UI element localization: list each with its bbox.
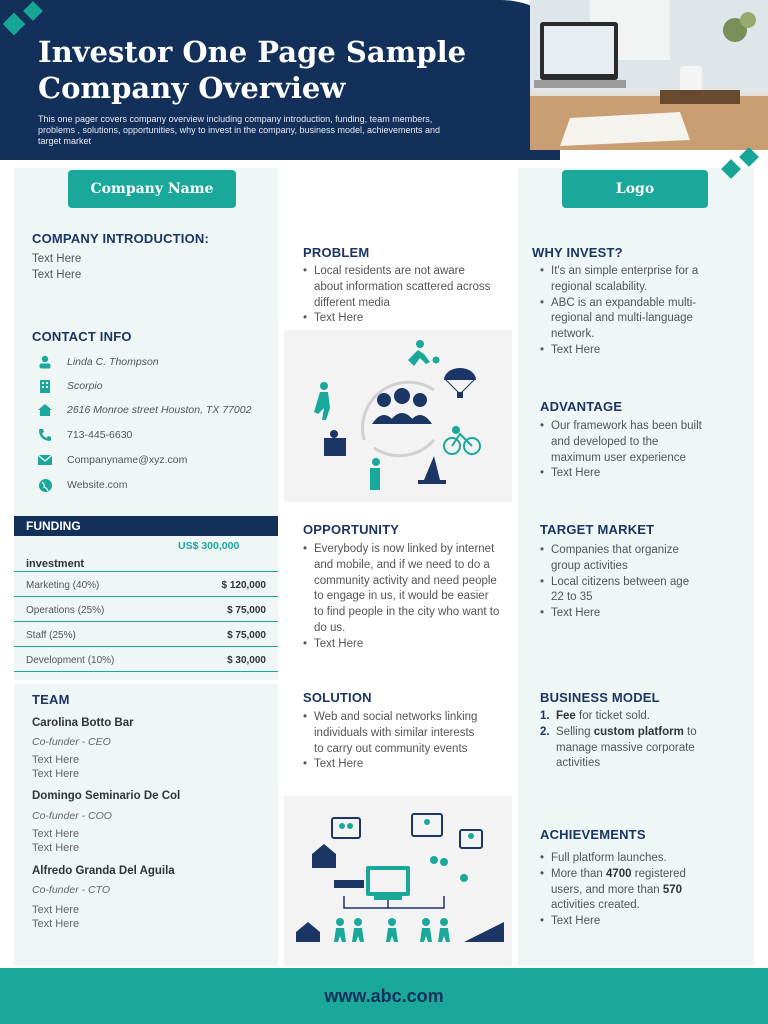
funding-row	[14, 648, 278, 672]
business-model-heading: BUSINESS MODEL	[540, 690, 660, 705]
advantage-list	[540, 419, 710, 482]
list-item: • Text Here	[303, 757, 483, 773]
problem-list	[303, 264, 493, 327]
achievements-heading: ACHIEVEMENTS	[540, 827, 646, 842]
emphasis: custom platform	[593, 725, 684, 738]
person-icon	[36, 354, 54, 370]
advantage-heading: ADVANTAGE	[540, 399, 623, 414]
list-item: • Text Here	[303, 311, 493, 327]
contact-label: Website.com	[67, 479, 128, 491]
list-item: • Companies that organize group activities	[540, 543, 700, 575]
list-item: • Text Here	[540, 466, 710, 482]
opportunity-list	[303, 542, 501, 653]
funding-row	[14, 623, 278, 647]
globe-icon	[36, 477, 54, 493]
team-text-line: Text Here	[32, 754, 80, 766]
header-photo	[530, 0, 768, 150]
contact-name	[36, 354, 159, 370]
list-item: • Text Here	[303, 637, 501, 653]
funding-row-value: $ 75,000	[227, 605, 266, 616]
footer-website-link[interactable]: www.abc.com	[324, 986, 444, 1006]
solution-list	[303, 710, 483, 773]
contact-phone	[36, 427, 132, 443]
list-item: • Everybody is now linked by internet and mobile, and if we need to do a community activity and need people to engage in us, it would be easier to find people in the city who want to do us.	[303, 542, 501, 637]
list-item	[540, 725, 710, 772]
middle-column	[284, 168, 512, 966]
list-item: • Text Here	[540, 343, 700, 359]
emphasis: 4700	[605, 867, 632, 880]
phone-icon	[36, 427, 54, 443]
community-illustration	[284, 330, 512, 502]
list-text: to manage massive corporate activities	[556, 725, 697, 770]
team-group-icon	[372, 388, 432, 424]
funding-row-label: Development (10%)	[26, 655, 115, 666]
list-number: 2.	[540, 725, 550, 738]
achievements-list	[540, 851, 710, 930]
contact-label: Scorpio	[67, 380, 103, 392]
emphasis: Fee	[556, 710, 576, 722]
contact-address	[36, 402, 251, 418]
team-member-role: Co-funder - COO	[32, 810, 112, 822]
problem-heading: PROBLEM	[303, 245, 370, 260]
funding-row	[14, 598, 278, 622]
funding-heading: FUNDING	[14, 516, 278, 536]
contact-label: 2616 Monroe street Houston, TX 77002	[67, 404, 252, 416]
list-text: for ticket sold.	[575, 710, 650, 722]
why-invest-heading: WHY INVEST?	[532, 245, 623, 260]
list-number: 1.	[540, 710, 550, 722]
email-icon	[36, 452, 54, 468]
funding-row-value: $ 30,000	[227, 655, 266, 666]
team-member-text	[32, 753, 79, 781]
contact-email	[36, 452, 187, 468]
investment-label: investment	[26, 558, 85, 570]
funding-total: US$ 300,000	[178, 540, 240, 552]
team-member-name: Carolina Botto Bar	[32, 717, 134, 729]
list-item: • Text Here	[540, 606, 700, 622]
target-market-list	[540, 543, 700, 622]
left-column	[14, 168, 278, 966]
list-text: Selling	[556, 725, 594, 738]
team-text-line: Text Here	[32, 768, 80, 780]
funding-row	[14, 573, 278, 597]
team-member-role: Co-funder - CEO	[32, 736, 111, 748]
company-name-badge: Company Name	[68, 170, 236, 208]
team-text-line: Text Here	[32, 842, 80, 854]
business-model-list	[540, 709, 710, 772]
team-member-text	[32, 903, 79, 931]
decor-diamond	[739, 147, 759, 167]
team-text-line: Text Here	[32, 904, 80, 916]
funding-row-label: Staff (25%)	[26, 630, 76, 641]
team-text-line: Text Here	[32, 918, 80, 930]
list-item: • Local citizens between age 22 to 35	[540, 575, 700, 607]
list-item: • Web and social networks linking individuals with similar interests to carry out community events	[303, 710, 483, 757]
list-text: registered users, and more than	[551, 867, 686, 896]
list-item: • Full platform launches.	[540, 851, 710, 867]
target-market-heading: TARGET MARKET	[540, 522, 655, 537]
company-intro-heading: COMPANY INTRODUCTION:	[32, 231, 210, 246]
contact-label: 713-445-6630	[67, 429, 133, 441]
contact-label: Companyname@xyz.com	[67, 454, 188, 466]
team-member-text	[32, 827, 79, 855]
funding-divider	[14, 571, 278, 572]
team-member-role: Co-funder - CTO	[32, 884, 110, 896]
list-item: • Local residents are not aware about information scattered across different media	[303, 264, 493, 311]
list-text: More than	[551, 867, 606, 880]
list-item: • Our framework has been built and developed to the maximum user experience	[540, 419, 710, 466]
intro-line: Text Here	[32, 253, 82, 265]
funding-row-value: $ 75,000	[227, 630, 266, 641]
contact-company	[36, 378, 103, 394]
header	[0, 0, 768, 160]
list-item: • It's an simple enterprise for a regional scalability.	[540, 264, 700, 296]
solution-heading: SOLUTION	[303, 690, 372, 705]
contact-website	[36, 477, 128, 493]
list-item: • ABC is an expandable multi-regional and multi-language network.	[540, 296, 700, 343]
contact-heading: CONTACT INFO	[32, 329, 132, 344]
building-icon	[36, 378, 54, 394]
section-gap	[14, 680, 278, 684]
logo-badge: Logo	[562, 170, 708, 208]
list-item	[540, 867, 710, 914]
opportunity-heading: OPPORTUNITY	[303, 522, 400, 537]
company-intro-text	[32, 252, 81, 283]
team-text-line: Text Here	[32, 828, 80, 840]
team-heading: TEAM	[32, 692, 70, 707]
home-icon	[36, 402, 54, 418]
contact-label: Linda C. Thompson	[67, 356, 159, 368]
network-illustration	[284, 796, 512, 966]
team-member-name: Domingo Seminario De Col	[32, 790, 181, 802]
footer	[0, 968, 768, 1024]
team-member-name: Alfredo Granda Del Aguila	[32, 865, 175, 877]
list-text: activities created.	[551, 899, 640, 912]
page-subtitle: This one pager covers company overview including company introduction, funding, team members, problems , solutions, opportunities, why to invest in the company, business model, achievements and target market	[38, 114, 441, 146]
funding-row-value: $ 120,000	[221, 580, 266, 591]
right-column	[518, 168, 754, 966]
intro-line: Text Here	[32, 268, 82, 281]
list-item: • Text Here	[540, 914, 710, 930]
funding-row-label: Marketing (40%)	[26, 580, 100, 591]
list-item	[540, 709, 710, 725]
emphasis: 570	[662, 883, 683, 896]
page-title: Investor One Page Sample Company Overview	[38, 35, 467, 105]
why-invest-list	[540, 264, 700, 359]
funding-row-label: Operations (25%)	[26, 605, 105, 616]
